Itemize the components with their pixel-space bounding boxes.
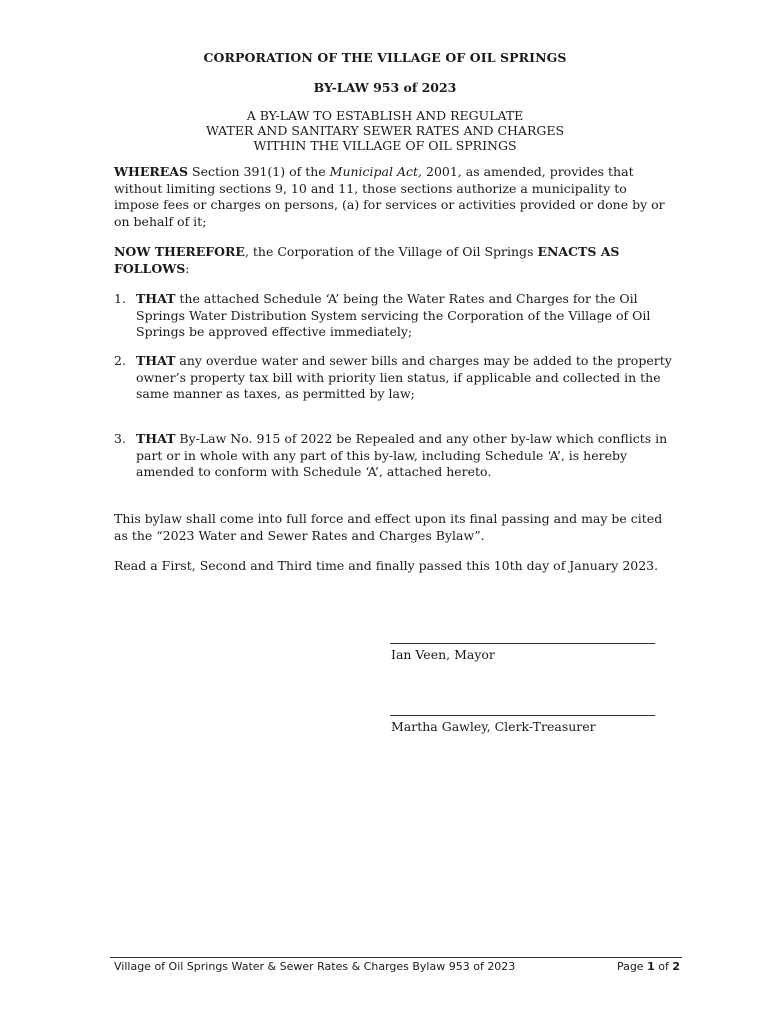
list-item-text: By-Law No. 915 of 2022 be Repealed and any other by-law which conflicts in part or in whole with any part of this by-law, including Schedule ‘A’, is hereby amended to conform with Schedule ‘A’, attached hereto. bbox=[136, 431, 668, 479]
list-item-lead: THAT bbox=[136, 353, 176, 368]
enacts-text: ENACTS AS FOLLOWS bbox=[114, 244, 620, 276]
page-label: Page bbox=[616, 960, 648, 973]
page-total: 2 bbox=[672, 960, 680, 973]
list-item bbox=[114, 353, 674, 403]
subtitle-line: WITHIN THE VILLAGE OF OIL SPRINGS bbox=[253, 138, 517, 153]
mayor-signature-name: Ian Veen, Mayor bbox=[391, 647, 495, 662]
act-name: Municipal Act, bbox=[329, 164, 423, 179]
list-item-lead: THAT bbox=[136, 291, 176, 306]
list-item-lead: THAT bbox=[136, 431, 176, 446]
now-therefore-text: , the Corporation of the Village of Oil Springs bbox=[244, 244, 538, 259]
page-current: 1 bbox=[647, 960, 655, 973]
whereas-text-a: Section 391(1) of the bbox=[188, 164, 330, 179]
whereas-paragraph bbox=[114, 164, 674, 230]
list-item-text: any overdue water and sewer bills and charges may be added to the property owner’s property tax bill with priority lien status, if applicable and collected in the same manner as taxes, as permitted by law; bbox=[136, 353, 672, 401]
bylaw-number-heading: BY-LAW 953 of 2023 bbox=[313, 80, 457, 95]
mayor-signature-line bbox=[390, 643, 655, 644]
now-therefore-paragraph bbox=[114, 244, 674, 277]
footer-divider bbox=[110, 957, 682, 958]
now-therefore-tail: : bbox=[185, 260, 190, 276]
list-item bbox=[114, 431, 674, 481]
list-item-text: the attached Schedule ‘A’ being the Water Rates and Charges for the Oil Springs Water Distribution System servicing the Corporation of the Village of Oil Springs be approved effective immediately; bbox=[136, 291, 651, 339]
list-item bbox=[114, 291, 674, 341]
now-therefore-lead: NOW THEREFORE bbox=[114, 244, 245, 259]
whereas-text-b: 2001, as amended, provides that without limiting sections 9, 10 and 11, those sections authorize a municipality to impose fees or charges on persons, (a) for services or activities provided or done by or on behalf of it; bbox=[114, 164, 665, 229]
corporation-heading: CORPORATION OF THE VILLAGE OF OIL SPRINGS bbox=[203, 50, 567, 65]
page-of: of bbox=[654, 960, 673, 973]
bylaw-subtitle bbox=[0, 108, 770, 153]
list-item-number: 2. bbox=[114, 353, 126, 368]
page-number bbox=[617, 960, 680, 973]
footer-title: Village of Oil Springs Water & Sewer Rates & Charges Bylaw 953 of 2023 bbox=[114, 960, 516, 973]
list-item-number: 1. bbox=[114, 291, 126, 306]
clerk-signature-line bbox=[390, 715, 655, 716]
subtitle-line: A BY-LAW TO ESTABLISH AND REGULATE bbox=[246, 108, 524, 123]
whereas-lead: WHEREAS bbox=[114, 164, 189, 179]
clerk-signature-name: Martha Gawley, Clerk-Treasurer bbox=[391, 719, 596, 734]
subtitle-line: WATER AND SANITARY SEWER RATES AND CHARGES bbox=[205, 123, 565, 138]
force-paragraph: This bylaw shall come into full force and effect upon its final passing and may be cited as the “2023 Water and Sewer Rates and Charges Bylaw”. bbox=[114, 511, 663, 543]
read-paragraph: Read a First, Second and Third time and finally passed this 10th day of January 2023. bbox=[114, 558, 659, 573]
list-item-number: 3. bbox=[114, 431, 126, 446]
